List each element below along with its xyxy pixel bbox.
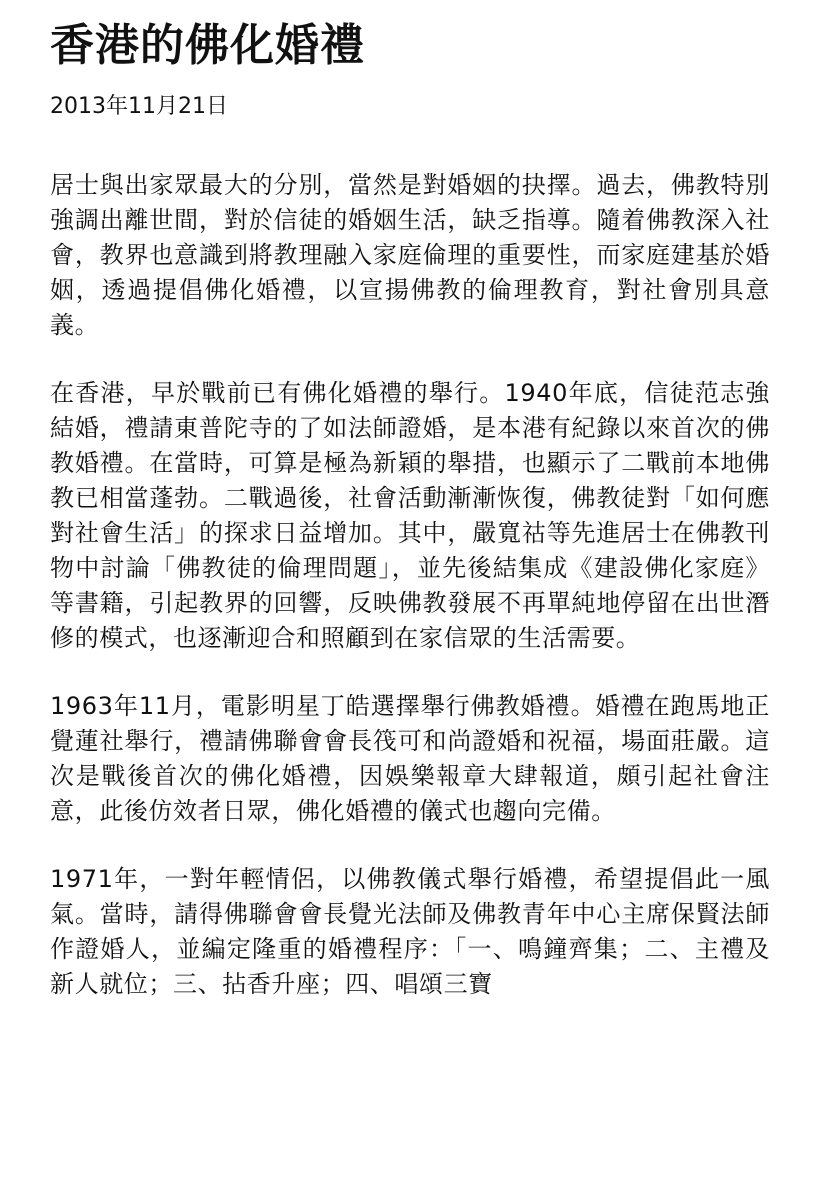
article-paragraph-4: 1971年，一對年輕情侶，以佛教儀式舉行婚禮，希望提倡此一風氣。當時，請得佛聯會會長覺光法師及佛教青年中心主席保賢法師作證婚人，並編定隆重的婚禮程序：「一、鳴鐘齊集；二、主禮及新人就位；三、拈香升座；四、唱頌三寶 — [50, 865, 770, 998]
article-paragraph-1: 居士與出家眾最大的分別，當然是對婚姻的抉擇。過去，佛教特別強調出離世間，對於信徒的婚姻生活，缺乏指導。隨着佛教深入社會，教界也意識到將教理融入家庭倫理的重要性，而家庭建基於婚姻，透過提倡佛化婚禮，以宣揚佛教的倫理教育，對社會別具意義。 — [50, 171, 770, 339]
article-paragraph-3: 1963年11月，電影明星丁皓選擇舉行佛教婚禮。婚禮在跑馬地正覺蓮社舉行，禮請佛聯會會長筏可和尚證婚和祝福，場面莊嚴。這次是戰後首次的佛化婚禮，因娛樂報章大肆報道，頗引起社會注意，此後仿效者日眾，佛化婚禮的儀式也趨向完備。 — [50, 692, 770, 825]
article-date: 2013年11月21日 — [50, 94, 228, 119]
article-title: 香港的佛化婚禮 — [50, 20, 365, 71]
article-body — [50, 168, 770, 1002]
article-paragraph-2: 在香港，早於戰前已有佛化婚禮的舉行。1940年底，信徒范志強結婚，禮請東普陀寺的了如法師證婚，是本港有紀錄以來首次的佛教婚禮。在當時，可算是極為新穎的舉措，也顯示了二戰前本地佛教已相當蓬勃。二戰過後，社會活動漸漸恢復，佛教徒對「如何應對社會生活」的探求日益增加。其中，嚴寬祜等先進居士在佛教刊物中討論「佛教徒的倫理問題」，並先後結集成《建設佛化家庭》等書籍，引起教界的回響，反映佛教發展不再單純地停留在出世潛修的模式，也逐漸迎合和照顧到在家信眾的生活需要。 — [50, 379, 770, 652]
